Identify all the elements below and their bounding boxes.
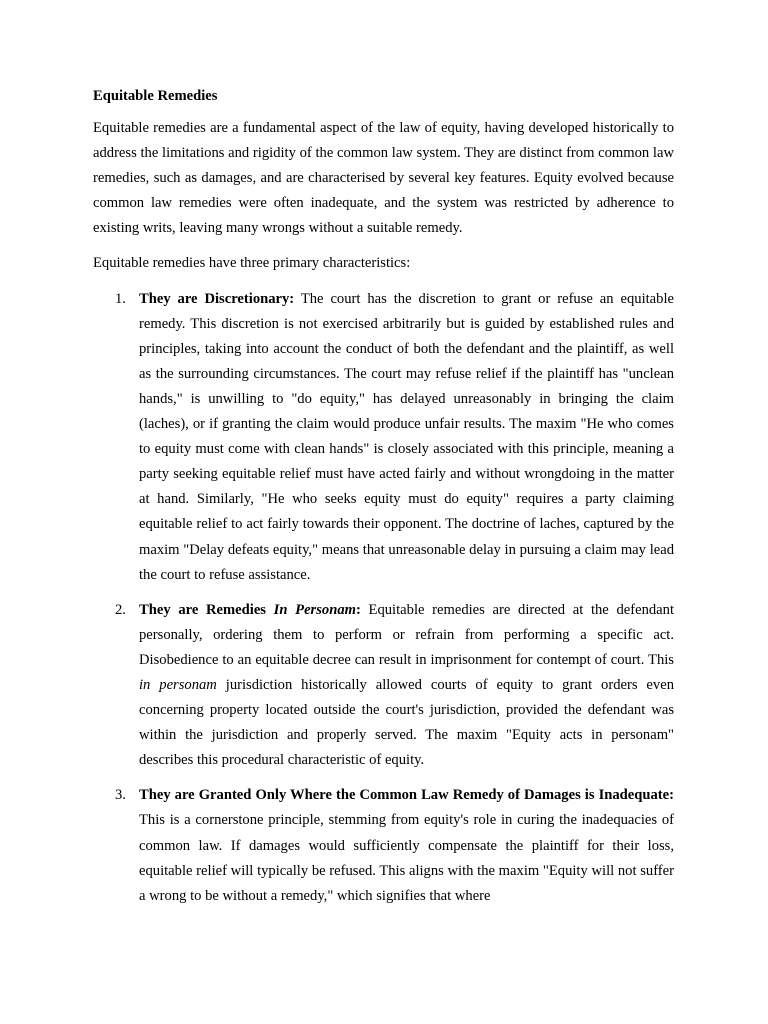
list-item <box>93 598 674 774</box>
list-item <box>93 783 674 908</box>
list-item <box>93 287 674 588</box>
list-item-heading-italic: In Personam <box>273 601 356 618</box>
lead-in-paragraph: Equitable remedies have three primary characteristics: <box>93 255 411 272</box>
document-title: Equitable Remedies <box>93 88 218 104</box>
list-item-heading: They are Discretionary: <box>139 290 295 307</box>
list-item-text: The court has the discretion to grant or refuse an equitable remedy. This discretion is not exercised arbitrarily but is guided by established rules and principles, taking into account the conduct of both the defendant and the plaintiff, as well as the surrounding circumstances. The court may refuse relief if the plaintiff has "unclean hands," is unwilling to "do equity," has delayed unreasonably in bringing the claim (laches), or if granting the claim would produce unfair results. The maxim "He who comes to equity must come with clean hands" is closely associated with this principle, meaning a party seeking equitable relief must have acted fairly and without wrongdoing in the matter at hand. Similarly, "He who seeks equity must do equity" requires a party claiming equitable relief to act fairly towards their opponent. The doctrine of laches, captured by the maxim "Delay defeats equity," means that unreasonable delay in pursuing a claim may lead the court to refuse assistance. <box>139 290 674 583</box>
document-page <box>93 86 674 919</box>
list-item-number: 3. <box>115 787 126 804</box>
list-item-heading: They are Remedies <box>139 601 274 618</box>
characteristics-list <box>93 287 674 909</box>
list-item-number: 1. <box>115 290 126 307</box>
list-item-text: Equitable remedies are directed at the defendant personally, ordering them to perform or refrain from performing a specific act. Disobedience to an equitable decree can result in imprisonment for contempt of court. This <box>139 601 674 668</box>
list-item-heading-colon: : <box>355 601 361 618</box>
list-item-number: 2. <box>115 601 126 618</box>
list-item-text-italic: in personam <box>139 676 217 693</box>
list-item-heading: They are Granted Only Where the Common Law Remedy of Damages is Inadequate: <box>139 787 674 804</box>
list-item-text: This is a cornerstone principle, stemming from equity's role in curing the inadequacies of common law. If damages would sufficiently compensate the plaintiff for their loss, equitable relief will typically be refused. This aligns with the maxim "Equity will not suffer a wrong to be without a remedy," which signifies that where <box>139 812 674 904</box>
list-item-text-continued: jurisdiction historically allowed courts of equity to grant orders even concerning property located outside the court's jurisdiction, provided the defendant was within the jurisdiction and properly served. The maxim "Equity acts in personam" describes this procedural characteristic of equity. <box>139 676 674 769</box>
intro-paragraph: Equitable remedies are a fundamental aspect of the law of equity, having developed historically to address the limitations and rigidity of the common law system. They are distinct from common law remedies, such as damages, and are characterised by several key features. Equity evolved because common law remedies were often inadequate, and the system was restricted by adherence to existing writs, leaving many wrongs without a suitable remedy. <box>93 120 674 237</box>
